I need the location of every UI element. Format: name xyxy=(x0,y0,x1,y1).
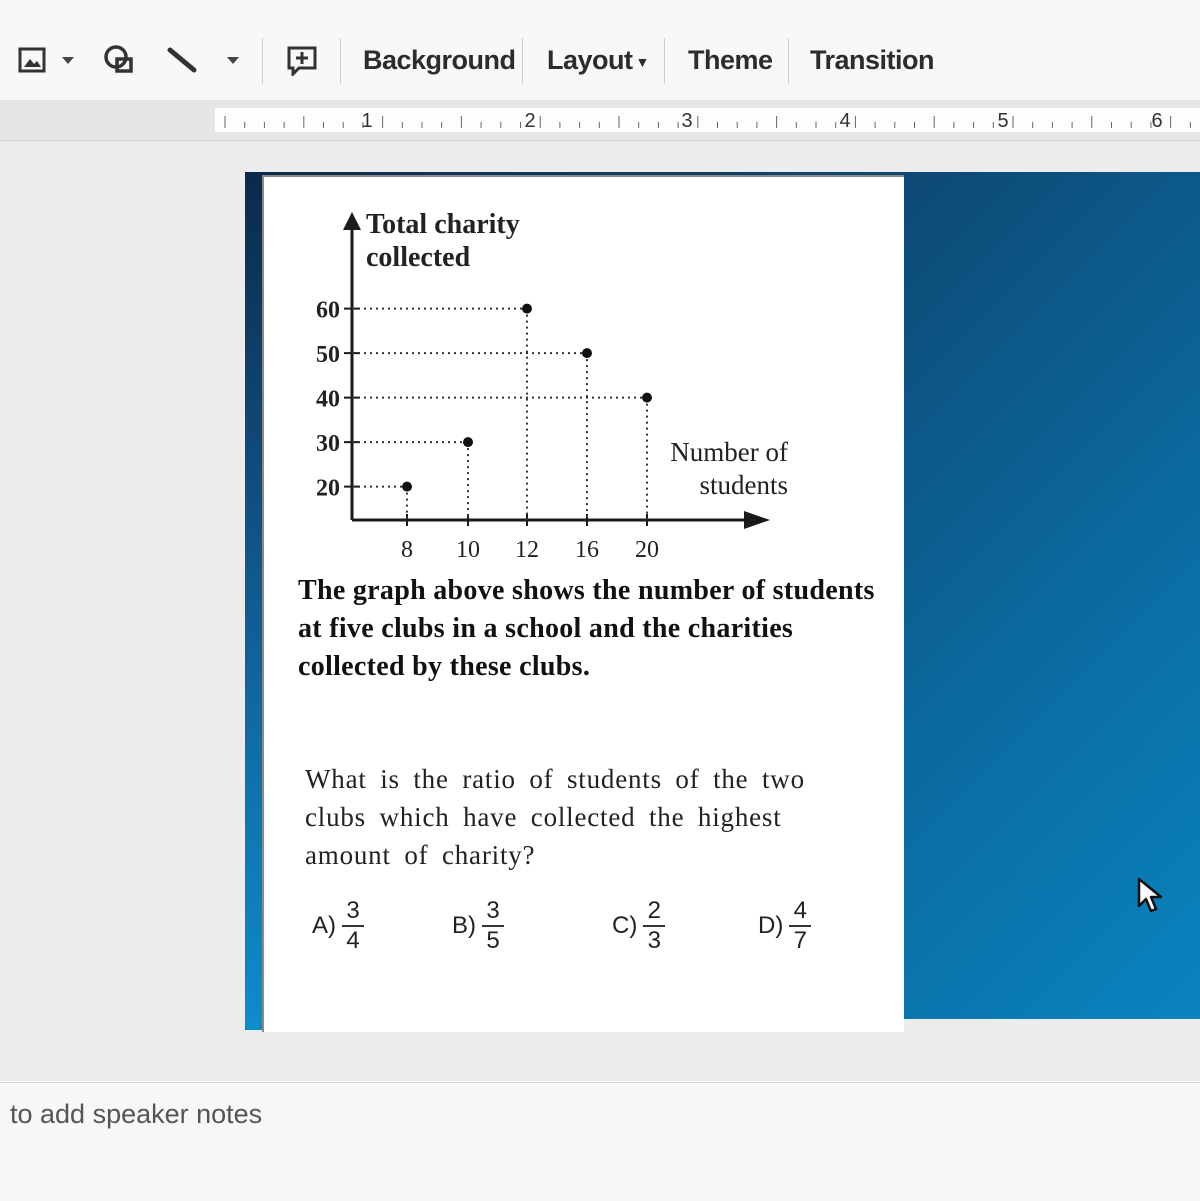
y-tick-label: 60 xyxy=(316,297,340,324)
background-button-label: Background xyxy=(363,44,516,75)
denominator: 3 xyxy=(647,927,661,954)
data-point xyxy=(522,304,532,314)
ruler-number: 4 xyxy=(839,110,851,132)
add-comment-icon[interactable] xyxy=(282,40,322,80)
mouse-pointer-icon xyxy=(1136,876,1170,916)
speaker-notes-pane[interactable] xyxy=(0,1082,1200,1201)
numerator: 2 xyxy=(647,897,661,924)
x-axis-title-line2: students xyxy=(699,470,788,500)
choice-fraction xyxy=(643,898,665,954)
y-tick-label: 20 xyxy=(316,475,340,502)
ruler-number: 3 xyxy=(681,110,693,132)
image-dropdown-caret-icon[interactable] xyxy=(58,40,78,80)
numerator: 3 xyxy=(486,897,500,924)
horizontal-ruler xyxy=(0,100,1200,141)
numerator: 3 xyxy=(346,897,360,924)
x-tick-label: 10 xyxy=(456,537,480,563)
numerator: 4 xyxy=(793,897,807,924)
data-point xyxy=(402,482,412,492)
choice-a[interactable] xyxy=(312,886,364,966)
toolbar-divider xyxy=(340,38,341,84)
choice-fraction xyxy=(482,898,504,954)
x-tick-label: 20 xyxy=(635,537,659,563)
choice-letter: D) xyxy=(758,912,784,939)
x-axis-arrow-icon xyxy=(744,511,770,529)
x-tick-label: 16 xyxy=(575,537,599,563)
y-axis-title-line1: Total charity xyxy=(366,209,520,240)
denominator: 4 xyxy=(346,927,360,954)
layout-button-label: Layout xyxy=(547,44,633,75)
chart xyxy=(290,190,810,570)
denominator: 5 xyxy=(486,927,500,954)
data-point xyxy=(582,348,592,358)
choice-fraction xyxy=(342,898,364,954)
x-axis-title-line1: Number of xyxy=(670,437,788,467)
choice-c[interactable] xyxy=(612,886,665,966)
choice-b[interactable] xyxy=(452,886,504,966)
ruler-number: 1 xyxy=(361,110,373,132)
transition-button[interactable] xyxy=(810,40,934,80)
question-caption: The graph above shows the number of students at five clubs in a school and the charities collected by these clubs. xyxy=(298,575,875,682)
denominator: 7 xyxy=(793,927,807,954)
choice-d[interactable] xyxy=(758,886,811,966)
toolbar-divider xyxy=(664,38,665,84)
y-axis-arrow-icon xyxy=(343,212,361,230)
transition-button-label: Transition xyxy=(810,44,935,75)
theme-button-label: Theme xyxy=(688,44,773,75)
toolbar-divider xyxy=(522,38,523,84)
choice-letter: C) xyxy=(612,912,638,939)
speaker-notes-placeholder[interactable]: to add speaker notes xyxy=(10,1099,263,1129)
choice-letter: A) xyxy=(312,912,336,939)
background-button[interactable] xyxy=(363,40,516,80)
toolbar-divider xyxy=(788,38,789,84)
data-point xyxy=(463,437,473,447)
toolbar-divider xyxy=(262,38,263,84)
ruler-number: 5 xyxy=(997,110,1009,132)
x-tick-label: 12 xyxy=(515,537,539,563)
theme-button[interactable] xyxy=(688,40,773,80)
y-axis-title-line2: collected xyxy=(366,242,471,273)
y-tick-label: 30 xyxy=(316,431,340,458)
layout-button[interactable] xyxy=(547,40,649,80)
data-point xyxy=(642,393,652,403)
image-icon[interactable] xyxy=(16,40,48,80)
line-icon[interactable] xyxy=(162,40,202,80)
ruler-number: 6 xyxy=(1151,110,1163,132)
line-dropdown-caret-icon[interactable] xyxy=(222,40,244,80)
slides-toolbar xyxy=(0,0,1200,101)
choice-letter: B) xyxy=(452,912,476,939)
shape-icon[interactable] xyxy=(100,40,140,80)
chevron-down-icon: ▼ xyxy=(635,54,649,70)
ruler-strip xyxy=(215,108,1200,132)
ruler-ticks xyxy=(215,108,1200,132)
x-tick-label: 8 xyxy=(401,537,413,563)
question-text: What is the ratio of students of the two clubs which have collected the highest amount of charity? xyxy=(305,764,805,870)
choice-fraction xyxy=(789,898,811,954)
y-tick-label: 40 xyxy=(316,386,340,413)
y-tick-label: 50 xyxy=(316,342,340,369)
ruler-number: 2 xyxy=(524,110,536,132)
